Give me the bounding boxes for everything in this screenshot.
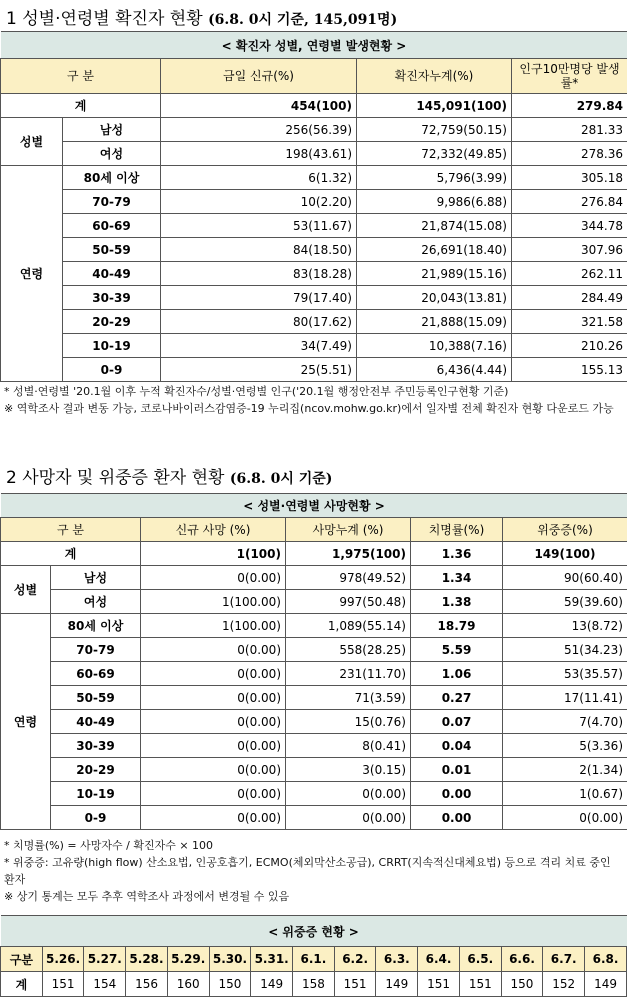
date-header: 6.5. (459, 947, 501, 972)
cell: 1.36 (411, 542, 503, 566)
row-label: 50-59 (63, 238, 161, 262)
column-header: 구 분 (1, 518, 141, 542)
cell: 10,388(7.16) (357, 334, 512, 358)
cell: 0(0.00) (286, 782, 411, 806)
cell: 0.07 (411, 710, 503, 734)
table-row (1, 94, 627, 118)
table-row (1, 972, 627, 997)
row-label: 10-19 (63, 334, 161, 358)
column-header: 확진자누계(%) (357, 59, 512, 94)
cell: 6(1.32) (161, 166, 357, 190)
cell: 72,759(50.15) (357, 118, 512, 142)
cell: 156 (126, 972, 168, 997)
cell: 150 (209, 972, 251, 997)
row-label: 40-49 (63, 262, 161, 286)
cell: 210.26 (512, 334, 627, 358)
row-label: 30-39 (51, 734, 141, 758)
section1-notes (4, 383, 624, 417)
cell: 25(5.51) (161, 358, 357, 382)
row-label: 60-69 (63, 214, 161, 238)
date-header: 5.31. (251, 947, 293, 972)
section1-title: 1 성별·연령별 확진자 현황 (6, 9, 203, 29)
row-label: 30-39 (63, 286, 161, 310)
table-row (1, 710, 627, 734)
cell: 0(0.00) (286, 806, 411, 830)
row-label: 70-79 (51, 638, 141, 662)
table-row (1, 190, 627, 214)
date-header: 5.28. (126, 947, 168, 972)
cell: 1.34 (411, 566, 503, 590)
table-row (1, 758, 627, 782)
section1-heading (6, 4, 397, 29)
cell: 256(56.39) (161, 118, 357, 142)
cell: 558(28.25) (286, 638, 411, 662)
cell: 344.78 (512, 214, 627, 238)
cell: 158 (293, 972, 335, 997)
cell: 0(0.00) (141, 662, 286, 686)
table-row (1, 262, 627, 286)
cell: 13(8.72) (503, 614, 627, 638)
group-label: 연령 (1, 166, 63, 382)
table-row (1, 590, 627, 614)
table-row (1, 214, 627, 238)
table-row (1, 238, 627, 262)
table-row (1, 310, 627, 334)
section1-subtitle: (6.8. 0시 기준, 145,091명) (208, 12, 397, 28)
cell: 2(1.34) (503, 758, 627, 782)
cell: 1(100.00) (141, 590, 286, 614)
table-row (1, 806, 627, 830)
date-header: 5.30. (209, 947, 251, 972)
row-label: 남성 (51, 566, 141, 590)
date-header: 6.4. (418, 947, 460, 972)
cell: 281.33 (512, 118, 627, 142)
row-label: 0-9 (51, 806, 141, 830)
cell: 6,436(4.44) (357, 358, 512, 382)
note: ※ 상기 통계는 모두 추후 역학조사 과정에서 변경될 수 있음 (4, 888, 624, 905)
row-label: 20-29 (63, 310, 161, 334)
column-header: 사망누계 (%) (286, 518, 411, 542)
cell: 1(100.00) (141, 614, 286, 638)
row-label: 80세 이상 (63, 166, 161, 190)
date-header: 6.2. (334, 947, 376, 972)
cell: 152 (543, 972, 585, 997)
date-header: 6.7. (543, 947, 585, 972)
confirmed-cases-table (0, 31, 627, 382)
date-header: 5.26. (42, 947, 84, 972)
cell: 149 (585, 972, 627, 997)
cell: 149(100) (503, 542, 627, 566)
table-row (1, 286, 627, 310)
cell: 21,874(15.08) (357, 214, 512, 238)
deaths-table (0, 493, 627, 830)
cell: 0(0.00) (141, 710, 286, 734)
cell: 15(0.76) (286, 710, 411, 734)
cell: 20,043(13.81) (357, 286, 512, 310)
cell: 51(34.23) (503, 638, 627, 662)
cell: 1,975(100) (286, 542, 411, 566)
cell: 53(11.67) (161, 214, 357, 238)
cell: 0.00 (411, 782, 503, 806)
table-caption: < 확진자 성별, 연령별 발생현황 > (1, 32, 627, 59)
cell: 10(2.20) (161, 190, 357, 214)
cell: 18.79 (411, 614, 503, 638)
row-label: 40-49 (51, 710, 141, 734)
cell: 5,796(3.99) (357, 166, 512, 190)
table-row (1, 142, 627, 166)
cell: 978(49.52) (286, 566, 411, 590)
table-row (1, 358, 627, 382)
column-header: 구 분 (1, 59, 161, 94)
section2-subtitle: (6.8. 0시 기준) (230, 471, 333, 487)
table-row (1, 542, 627, 566)
row-label: 계 (1, 972, 43, 997)
cell: 149 (251, 972, 293, 997)
cell: 151 (459, 972, 501, 997)
cell: 278.36 (512, 142, 627, 166)
cell: 1.38 (411, 590, 503, 614)
cell: 5(3.36) (503, 734, 627, 758)
table-row (1, 734, 627, 758)
section2-notes (4, 837, 624, 905)
table-row (1, 334, 627, 358)
row-label: 여성 (51, 590, 141, 614)
cell: 34(7.49) (161, 334, 357, 358)
row-label: 10-19 (51, 782, 141, 806)
cell: 72,332(49.85) (357, 142, 512, 166)
cell: 151 (418, 972, 460, 997)
cell: 276.84 (512, 190, 627, 214)
cell: 149 (376, 972, 418, 997)
cell: 80(17.62) (161, 310, 357, 334)
group-label: 연령 (1, 614, 51, 830)
group-label: 성별 (1, 566, 51, 614)
cell: 79(17.40) (161, 286, 357, 310)
cell: 198(43.61) (161, 142, 357, 166)
cell: 0(0.00) (503, 806, 627, 830)
column-header: 인구10만명당 발생률* (512, 59, 627, 94)
cell: 0.00 (411, 806, 503, 830)
note: * 위중증: 고유량(high flow) 산소요법, 인공호흡기, ECMO(체외막산소공급), CRRT(지속적신대체요법) 등으로 격리 치료 중인 환자 (4, 854, 624, 888)
cell: 1,089(55.14) (286, 614, 411, 638)
cell: 71(3.59) (286, 686, 411, 710)
cell: 0(0.00) (141, 734, 286, 758)
date-header: 6.1. (293, 947, 335, 972)
cell: 0(0.00) (141, 686, 286, 710)
table-row (1, 166, 627, 190)
column-header: 신규 사망 (%) (141, 518, 286, 542)
date-header: 5.27. (84, 947, 126, 972)
cell: 1(100) (141, 542, 286, 566)
column-header: 금일 신규(%) (161, 59, 357, 94)
row-label: 남성 (63, 118, 161, 142)
table-caption: < 위중증 현황 > (1, 916, 627, 947)
cell: 9,986(6.88) (357, 190, 512, 214)
cell: 59(39.60) (503, 590, 627, 614)
cell: 154 (84, 972, 126, 997)
cell: 0.01 (411, 758, 503, 782)
cell: 8(0.41) (286, 734, 411, 758)
cell: 151 (334, 972, 376, 997)
cell: 84(18.50) (161, 238, 357, 262)
table-row (1, 118, 627, 142)
cell: 1(0.67) (503, 782, 627, 806)
cell: 7(4.70) (503, 710, 627, 734)
section2-title: 2 사망자 및 위중증 환자 현황 (6, 468, 224, 488)
row-label: 여성 (63, 142, 161, 166)
cell: 284.49 (512, 286, 627, 310)
cell: 145,091(100) (357, 94, 512, 118)
row-label: 0-9 (63, 358, 161, 382)
cell: 231(11.70) (286, 662, 411, 686)
note: ※ 역학조사 결과 변동 가능, 코로나바이러스감염증-19 누리집(ncov.mohw.go.kr)에서 일자별 전체 확진자 현황 다운로드 가능 (4, 400, 624, 417)
cell: 0(0.00) (141, 638, 286, 662)
cell: 151 (42, 972, 84, 997)
date-header: 5.29. (167, 947, 209, 972)
cell: 305.18 (512, 166, 627, 190)
cell: 279.84 (512, 94, 627, 118)
row-label: 20-29 (51, 758, 141, 782)
cell: 3(0.15) (286, 758, 411, 782)
cell: 1.06 (411, 662, 503, 686)
row-label: 60-69 (51, 662, 141, 686)
column-header: 치명률(%) (411, 518, 503, 542)
table-row (1, 782, 627, 806)
table-row (1, 614, 627, 638)
cell: 53(35.57) (503, 662, 627, 686)
cell: 0(0.00) (141, 782, 286, 806)
table-row (1, 566, 627, 590)
cell: 83(18.28) (161, 262, 357, 286)
note: * 치명률(%) = 사망자수 / 확진자수 × 100 (4, 837, 624, 854)
cell: 454(100) (161, 94, 357, 118)
table-row (1, 662, 627, 686)
section2-heading (6, 463, 332, 488)
cell: 321.58 (512, 310, 627, 334)
cell: 0(0.00) (141, 806, 286, 830)
row-label: 계 (1, 94, 161, 118)
row-label: 계 (1, 542, 141, 566)
cell: 155.13 (512, 358, 627, 382)
cell: 90(60.40) (503, 566, 627, 590)
table-caption: < 성별·연령별 사망현황 > (1, 494, 627, 518)
group-label: 성별 (1, 118, 63, 166)
cell: 997(50.48) (286, 590, 411, 614)
cell: 0(0.00) (141, 566, 286, 590)
date-header: 6.8. (585, 947, 627, 972)
column-header: 위중증(%) (503, 518, 627, 542)
row-label: 50-59 (51, 686, 141, 710)
table-row (1, 638, 627, 662)
cell: 26,691(18.40) (357, 238, 512, 262)
date-header: 6.3. (376, 947, 418, 972)
note: * 성별·연령별 '20.1월 이후 누적 확진자수/성별·연령별 인구('20.1월 행정안전부 주민등록인구현황 기준) (4, 383, 624, 400)
cell: 307.96 (512, 238, 627, 262)
cell: 0.27 (411, 686, 503, 710)
row-label: 80세 이상 (51, 614, 141, 638)
date-header-row (1, 947, 627, 972)
cell: 0(0.00) (141, 758, 286, 782)
row-label: 70-79 (63, 190, 161, 214)
severe-trend-table (0, 915, 627, 997)
cell: 160 (167, 972, 209, 997)
table-row (1, 686, 627, 710)
cell: 150 (501, 972, 543, 997)
date-header: 6.6. (501, 947, 543, 972)
row-label: 구분 (1, 947, 43, 972)
cell: 21,888(15.09) (357, 310, 512, 334)
cell: 17(11.41) (503, 686, 627, 710)
cell: 21,989(15.16) (357, 262, 512, 286)
cell: 5.59 (411, 638, 503, 662)
cell: 0.04 (411, 734, 503, 758)
cell: 262.11 (512, 262, 627, 286)
